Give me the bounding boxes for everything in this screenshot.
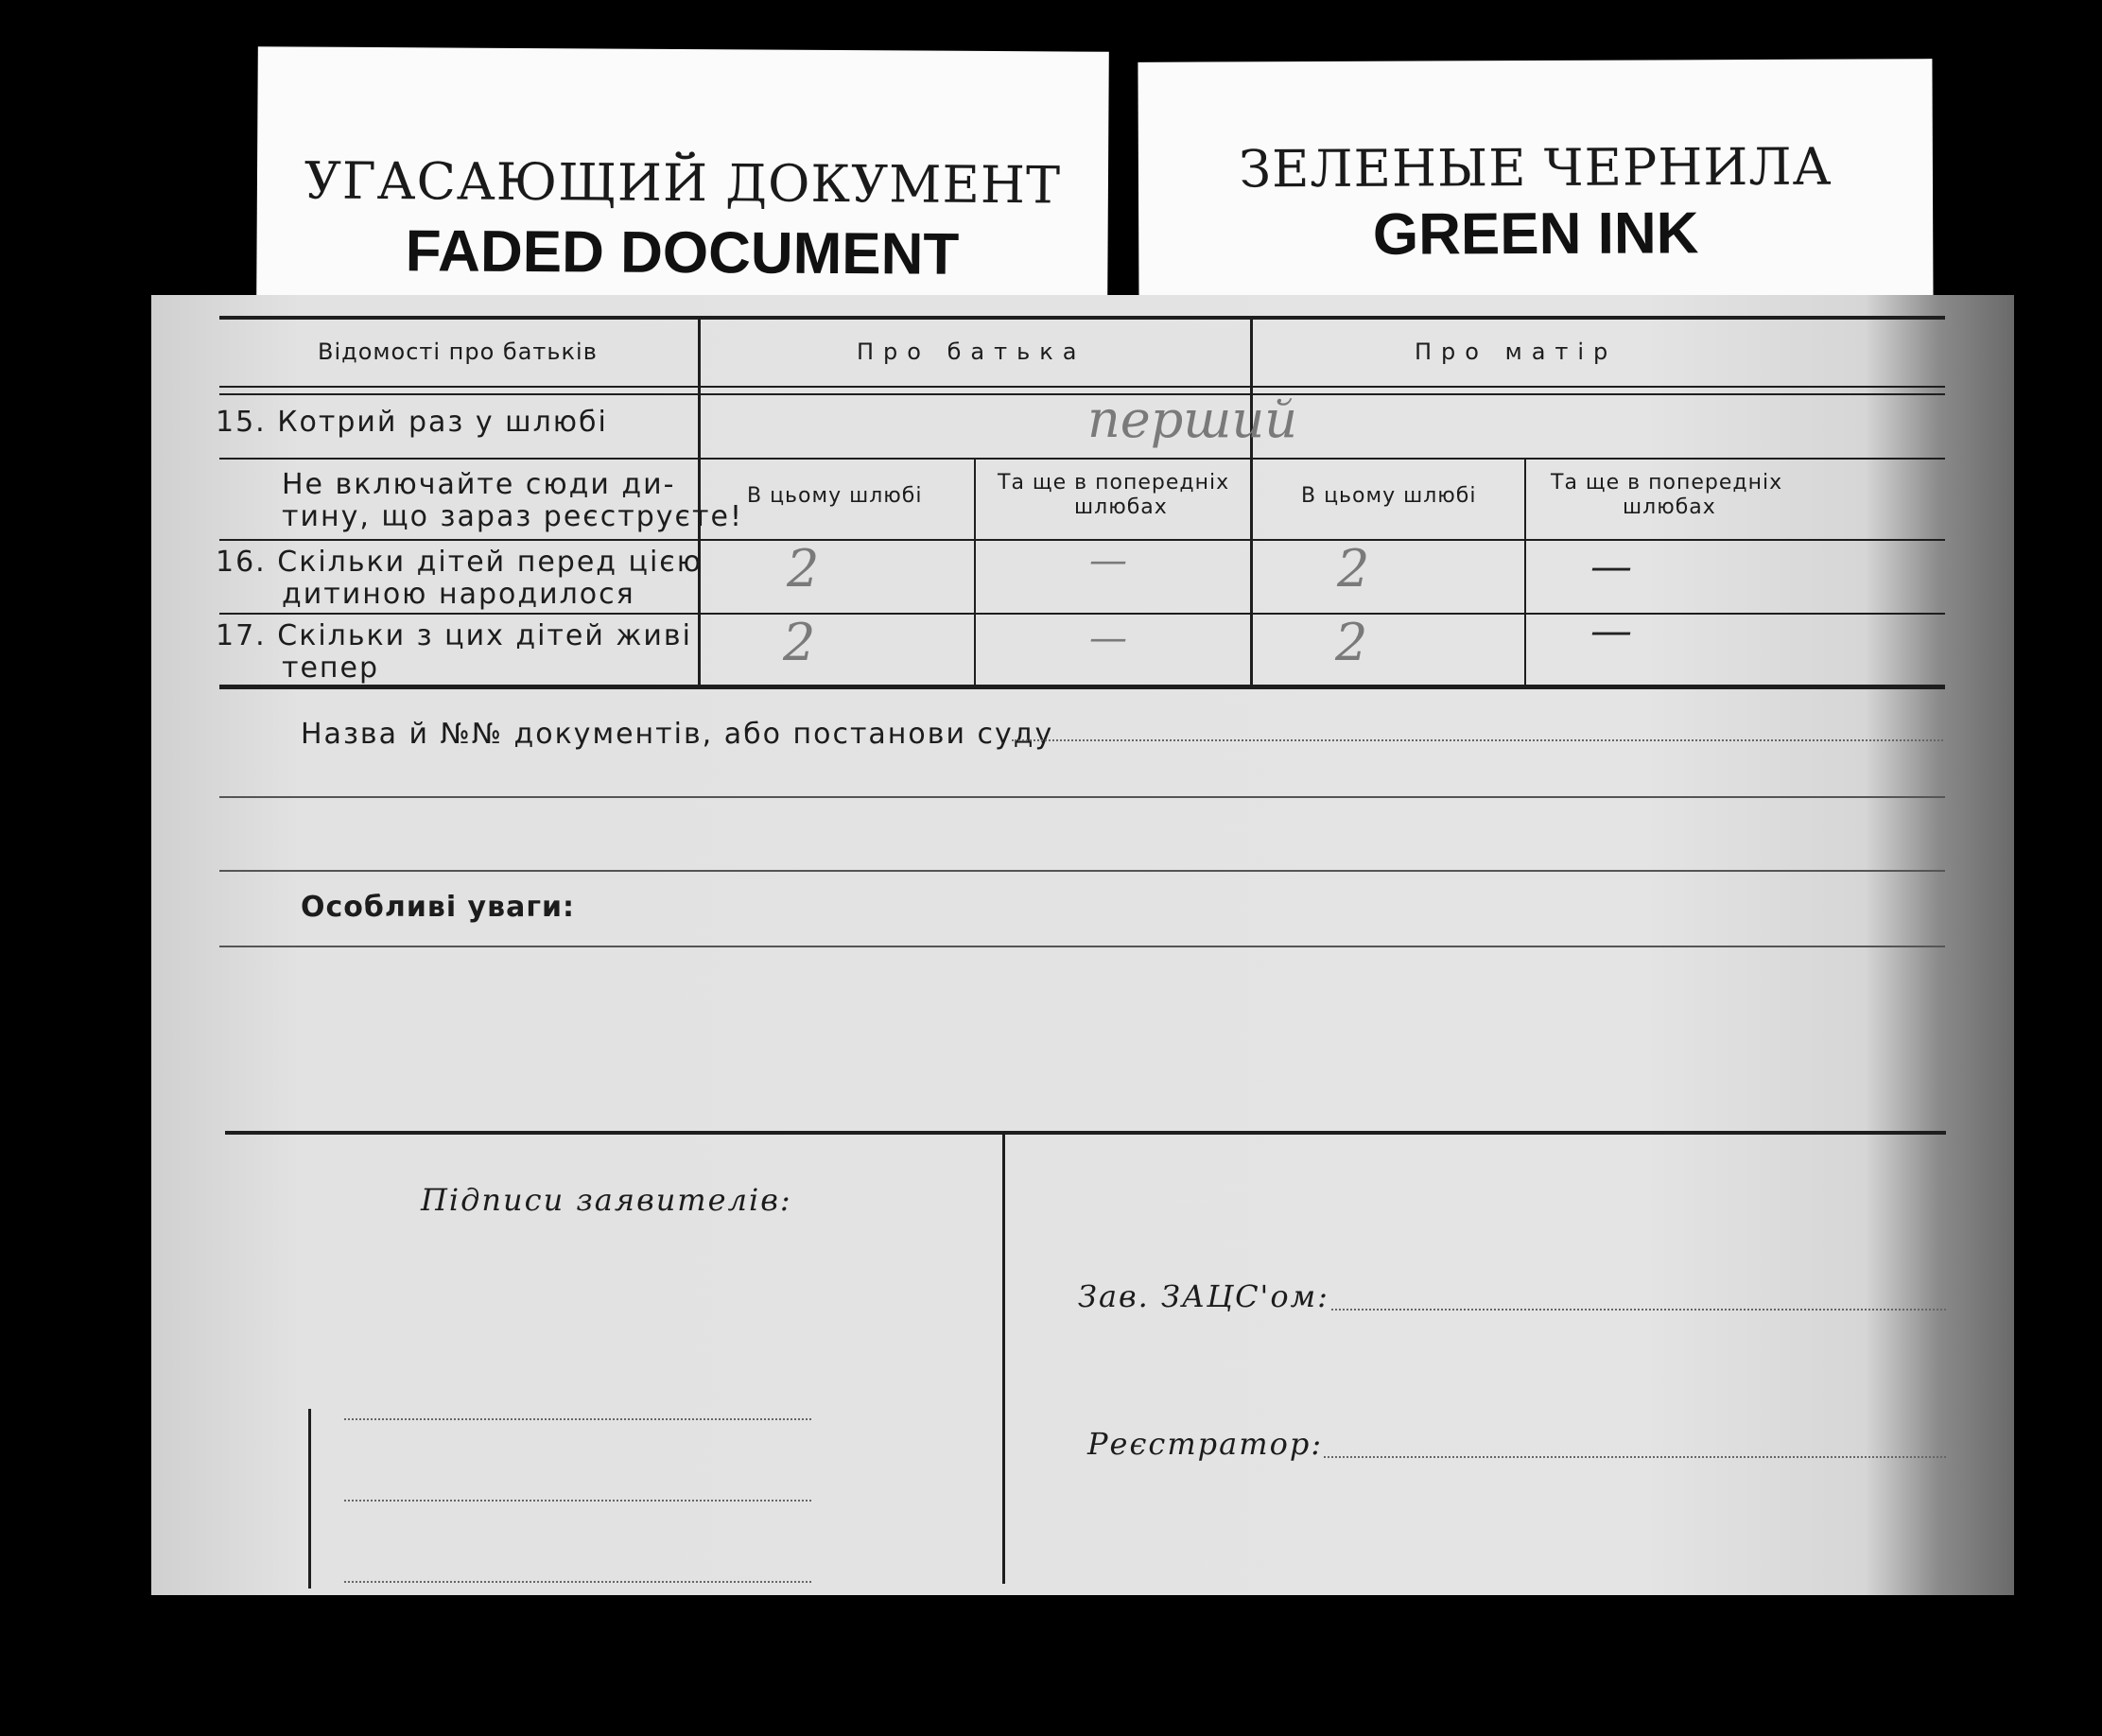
- row16-label-line-2: дитиною народилося: [282, 578, 635, 611]
- subheader-father-previous-1: Та ще в попередніх: [998, 471, 1230, 495]
- subheader-father-previous-2: шлюбах: [1074, 495, 1168, 519]
- header-rule: [219, 386, 1945, 388]
- row15-label: 15. Котрий раз у шлюбі: [216, 406, 608, 439]
- registration-form: [151, 295, 2014, 1595]
- remarks-label: Особливі уваги:: [301, 891, 576, 924]
- row17-mother-this-value: 2: [1335, 613, 1368, 672]
- row17-mother-prev-value: —: [1590, 607, 1632, 655]
- documents-dotted-line: [1012, 739, 1943, 741]
- subheader-mother-this-marriage: В цьому шлюбі: [1301, 484, 1477, 508]
- row16-mother-prev-value: —: [1590, 543, 1632, 591]
- faded-document-label-en: FADED DOCUMENT: [405, 218, 960, 287]
- header-parents-info: Відомості про батьків: [318, 339, 598, 365]
- registrar-label: Реєстратор:: [1087, 1426, 1324, 1462]
- head-zags-label: Зав. ЗАЦС'ом:: [1078, 1278, 1329, 1314]
- signatures-divider: [1002, 1135, 1005, 1584]
- header-father: Про батька: [857, 339, 1086, 365]
- subheader-rule: [219, 539, 1945, 541]
- documents-rule: [219, 796, 1945, 798]
- subheader-mother-previous-2: шлюбах: [1623, 495, 1716, 519]
- table-bottom-rule: [219, 685, 1945, 689]
- faded-document-label-ru: УГАСАЮЩИЙ ДОКУМЕНТ: [304, 150, 1062, 216]
- header-rule-2: [219, 393, 1945, 395]
- row17-label-line-1: 17. Скільки з цих дітей живі: [216, 619, 692, 652]
- subheader-father-this-marriage: В цьому шлюбі: [747, 484, 923, 508]
- green-ink-label-ru: ЗЕЛЕНЫЕ ЧЕРНИЛА: [1239, 136, 1833, 200]
- signatures-top-rule: [225, 1131, 1946, 1135]
- subheader-mother-previous-1: Та ще в попередніх: [1551, 471, 1783, 495]
- table-top-rule: [219, 316, 1945, 320]
- registrar-line: [1324, 1456, 1946, 1458]
- note-line-1: Не включайте сюди ди-: [282, 468, 676, 501]
- head-zags-line: [1331, 1309, 1946, 1311]
- signature-line-1: [344, 1418, 811, 1420]
- green-ink-label-en: GREEN INK: [1372, 200, 1699, 268]
- col-divider-mother: [1524, 458, 1526, 687]
- col-divider-2: [1250, 316, 1253, 687]
- signature-bracket: [308, 1409, 311, 1588]
- signatures-label: Підписи заявителів:: [421, 1182, 792, 1218]
- header-mother: Про матір: [1415, 339, 1618, 365]
- documents-label: Назва й №№ документів, або постанови суду: [301, 718, 1054, 751]
- remarks-top-rule: [219, 870, 1945, 872]
- row15-handwritten-value: перший: [1087, 390, 1298, 449]
- row16-father-this-value: 2: [787, 539, 820, 599]
- col-divider-father: [974, 458, 976, 687]
- faded-document-label: [256, 46, 1109, 304]
- row17-label-line-2: тепер: [282, 651, 380, 685]
- signature-line-2: [344, 1500, 811, 1502]
- remarks-rule: [219, 946, 1945, 947]
- row16-father-prev-value: —: [1089, 539, 1127, 582]
- note-line-2: тину, що зараз реєструєте!: [282, 500, 743, 533]
- row17-father-this-value: 2: [783, 613, 816, 672]
- row16-rule: [219, 613, 1945, 615]
- signature-line-3: [344, 1581, 811, 1583]
- row16-label-line-1: 16. Скільки дітей перед цією: [216, 546, 704, 579]
- green-ink-label: [1138, 59, 1933, 316]
- row17-father-prev-value: —: [1089, 616, 1127, 660]
- row15-rule: [219, 458, 1945, 460]
- row16-mother-this-value: 2: [1337, 539, 1370, 599]
